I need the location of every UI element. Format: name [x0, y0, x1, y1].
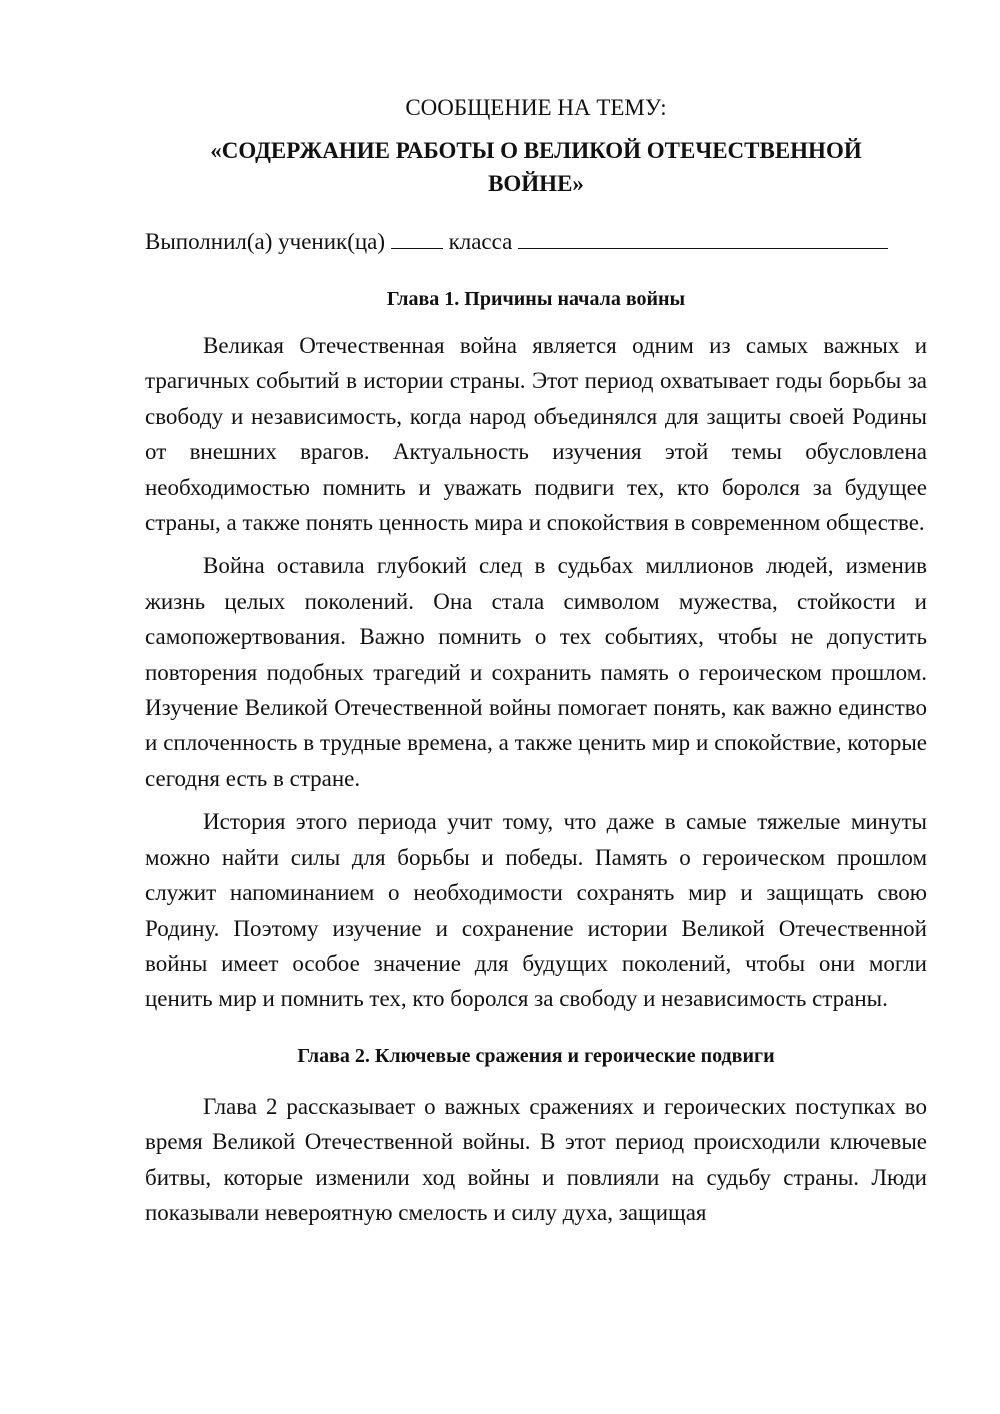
document-title: «СОДЕРЖАНИЕ РАБОТЫ О ВЕЛИКОЙ ОТЕЧЕСТВЕННОЙ ВОЙНЕ» [210, 138, 862, 196]
student-middle: класса [448, 229, 513, 254]
chapter-1-paragraph: Война оставила глубокий след в судьбах миллионов людей, изменив жизнь целых поколений. Она стала символом мужества, стойкости и самопожертвования. Важно помнить о тех событиях, чтобы не допустить повторения подобных трагедий и сохранить память о героическом прошлом. Изучение Великой Отечественной войны помогает понять, как важно единство и сплоченность в трудные времена, а также ценить мир и спокойствие, которые сегодня есть в стране. [145, 553, 927, 791]
chapter-1-paragraph: Великая Отечественная война является одним из самых важных и трагичных событий в истории страны. Этот период охватывает годы борьбы за свободу и независимость, когда народ объединялся для защиты своей Родины от внешних врагов. Актуальность изучения этой темы обусловлена необходимостью помнить и уважать подвиги тех, кто боролся за будущее страны, а также понять ценность мира и спокойствия в современном обществе. [145, 333, 927, 536]
chapter-1-heading: Глава 1. Причины начала войны [386, 288, 686, 310]
student-line [145, 226, 927, 258]
document-page [145, 92, 927, 1238]
chapter-1-paragraph: История этого периода учит тому, что даже в самые тяжелые минуты можно найти силы для борьбы и победы. Память о героическом прошлом служит напоминанием о необходимости сохранять мир и защищать свою Родину. Поэтому изучение и сохранение истории Великой Отечественной войны имеет особое значение для будущих поколений, чтобы они могли ценить мир и помнить тех, кто боролся за свободу и независимость страны. [145, 809, 927, 1012]
student-prefix: Выполнил(а) ученик(ца) [145, 229, 386, 254]
chapter-2-paragraph: Глава 2 рассказывает о важных сражениях и героических поступках во время Великой Отечественной войны. В этот период происходили ключевые битвы, которые изменили ход войны и повлияли на судьбу страны. Люди показывали невероятную смелость и силу духа, защищая [145, 1093, 927, 1225]
grade-blank [391, 226, 443, 249]
name-blank [518, 226, 888, 249]
header-label: СООБЩЕНИЕ НА ТЕМУ: [405, 95, 667, 120]
chapter-2-heading: Глава 2. Ключевые сражения и героические подвиги [297, 1044, 775, 1067]
